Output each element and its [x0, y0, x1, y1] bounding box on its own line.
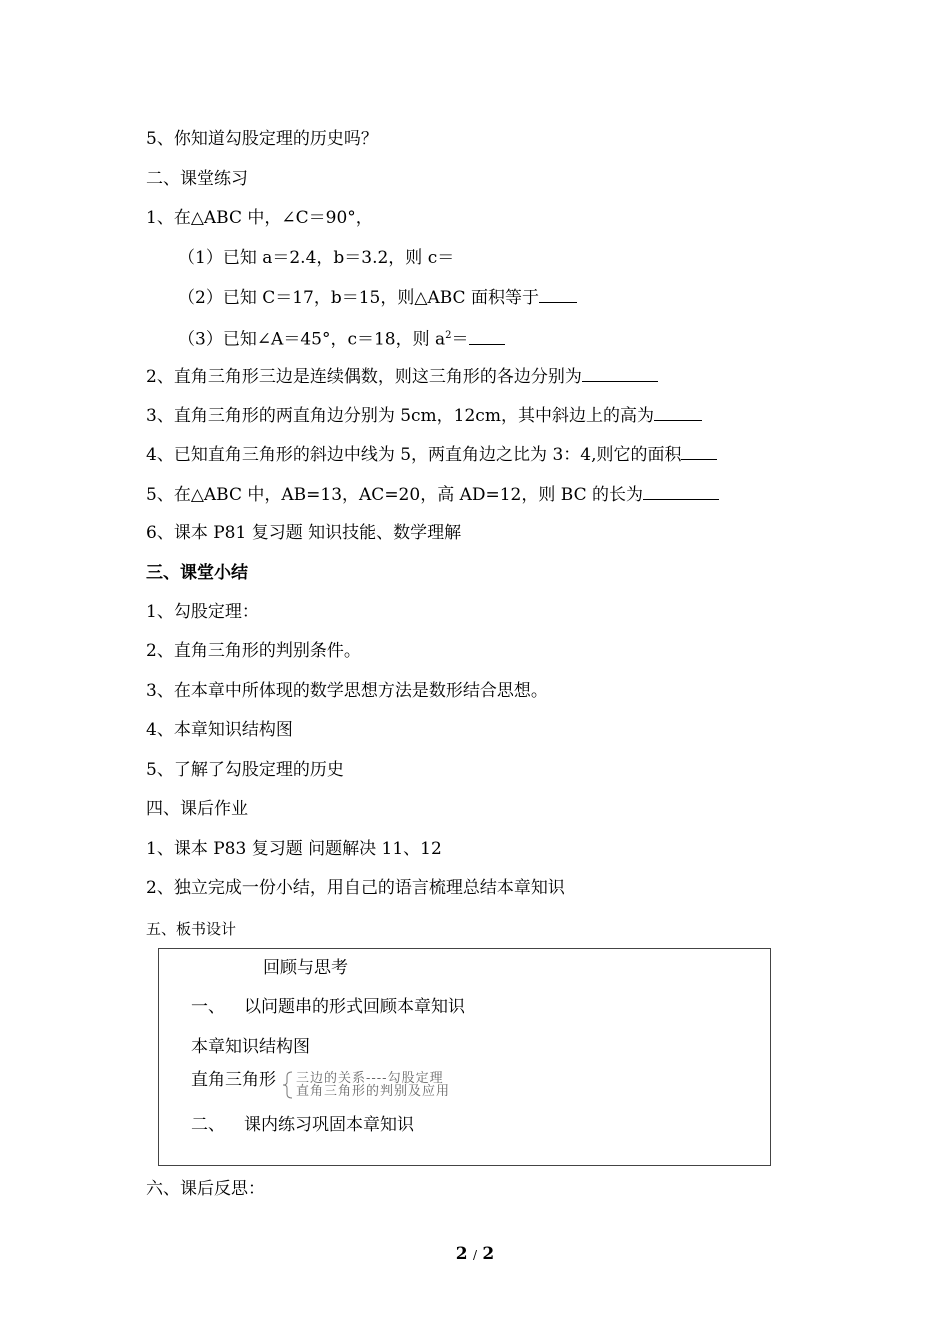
section-3-heading: 三、课堂小结 [146, 563, 248, 583]
page-total: 2 [482, 1244, 495, 1264]
practice-1-part-2-text: （2）已知 C＝17，b＝15，则△ABC 面积等于 [178, 288, 539, 308]
page-current: 2 [455, 1244, 468, 1264]
equals-sign: ＝ [451, 329, 469, 350]
board-structure-label: 本章知识结构图 [191, 1037, 310, 1057]
summary-2: 2、直角三角形的判别条件。 [146, 641, 361, 661]
practice-3-text: 3、直角三角形的两直角边分别为 5cm，12cm，其中斜边上的高为 [146, 406, 654, 426]
answer-blank [582, 365, 658, 382]
homework-2: 2、独立完成一份小结，用自己的语言梳理总结本章知识 [146, 878, 565, 898]
board-item-2-number: 二、 [191, 1115, 225, 1135]
practice-1-part-3 [178, 325, 505, 351]
brace-branch-2: 直角三角形的判别及应用 [296, 1084, 451, 1099]
section-2-heading: 二、课堂练习 [146, 169, 248, 189]
practice-1-part-1: （1）已知 a＝2.4，b＝3.2，则 c＝ [178, 248, 455, 268]
practice-5 [146, 483, 719, 506]
practice-1-part-2 [178, 286, 577, 309]
practice-3 [146, 404, 702, 427]
section-6-heading: 六、课后反思： [146, 1179, 265, 1199]
brace-icon [282, 1071, 294, 1099]
brace-branch-1: 三边的关系----勾股定理 [296, 1071, 444, 1086]
practice-4-text: 4、已知直角三角形的斜边中线为 5，两直角边之比为 3：4,则它的面积 [146, 445, 682, 465]
board-item-2-text: 课内练习巩固本章知识 [244, 1115, 414, 1135]
board-triangle-label: 直角三角形 [191, 1070, 276, 1090]
page-number [0, 1243, 950, 1266]
board-title: 回顾与思考 [263, 958, 348, 978]
board-item-1-text: 以问题串的形式回顾本章知识 [244, 997, 465, 1017]
homework-1: 1、课本 P83 复习题 问题解决 11、12 [146, 839, 442, 859]
page-separator: / [472, 1248, 478, 1262]
answer-blank [643, 483, 719, 500]
practice-1: 1、在△ABC 中，∠C＝90°， [146, 208, 373, 228]
answer-blank [681, 443, 717, 460]
summary-3: 3、在本章中所体现的数学思想方法是数形结合思想。 [146, 681, 548, 701]
question-5: 5、你知道勾股定理的历史吗？ [146, 129, 378, 149]
answer-blank [654, 404, 702, 421]
summary-5: 5、了解了勾股定理的历史 [146, 760, 344, 780]
knowledge-structure-brace [282, 1071, 552, 1099]
summary-4: 4、本章知识结构图 [146, 720, 293, 740]
section-5-heading: 五、板书设计 [146, 920, 237, 938]
superscript: 2 [445, 330, 452, 341]
practice-4 [146, 443, 717, 466]
section-4-heading: 四、课后作业 [146, 799, 248, 819]
summary-1: 1、勾股定理： [146, 602, 259, 622]
practice-5-text: 5、在△ABC 中，AB=13，AC=20，高 AD=12，则 BC 的长为 [146, 485, 644, 505]
answer-blank [469, 328, 505, 345]
practice-2-text: 2、直角三角形三边是连续偶数，则这三角形的各边分别为 [146, 367, 582, 387]
practice-2 [146, 365, 658, 388]
practice-6: 6、课本 P81 复习题 知识技能、数学理解 [146, 523, 462, 543]
answer-blank [539, 286, 577, 303]
board-item-1-number: 一、 [191, 997, 225, 1017]
practice-1-part-3-text: （3）已知∠A＝45°，c＝18，则 a [178, 329, 446, 350]
